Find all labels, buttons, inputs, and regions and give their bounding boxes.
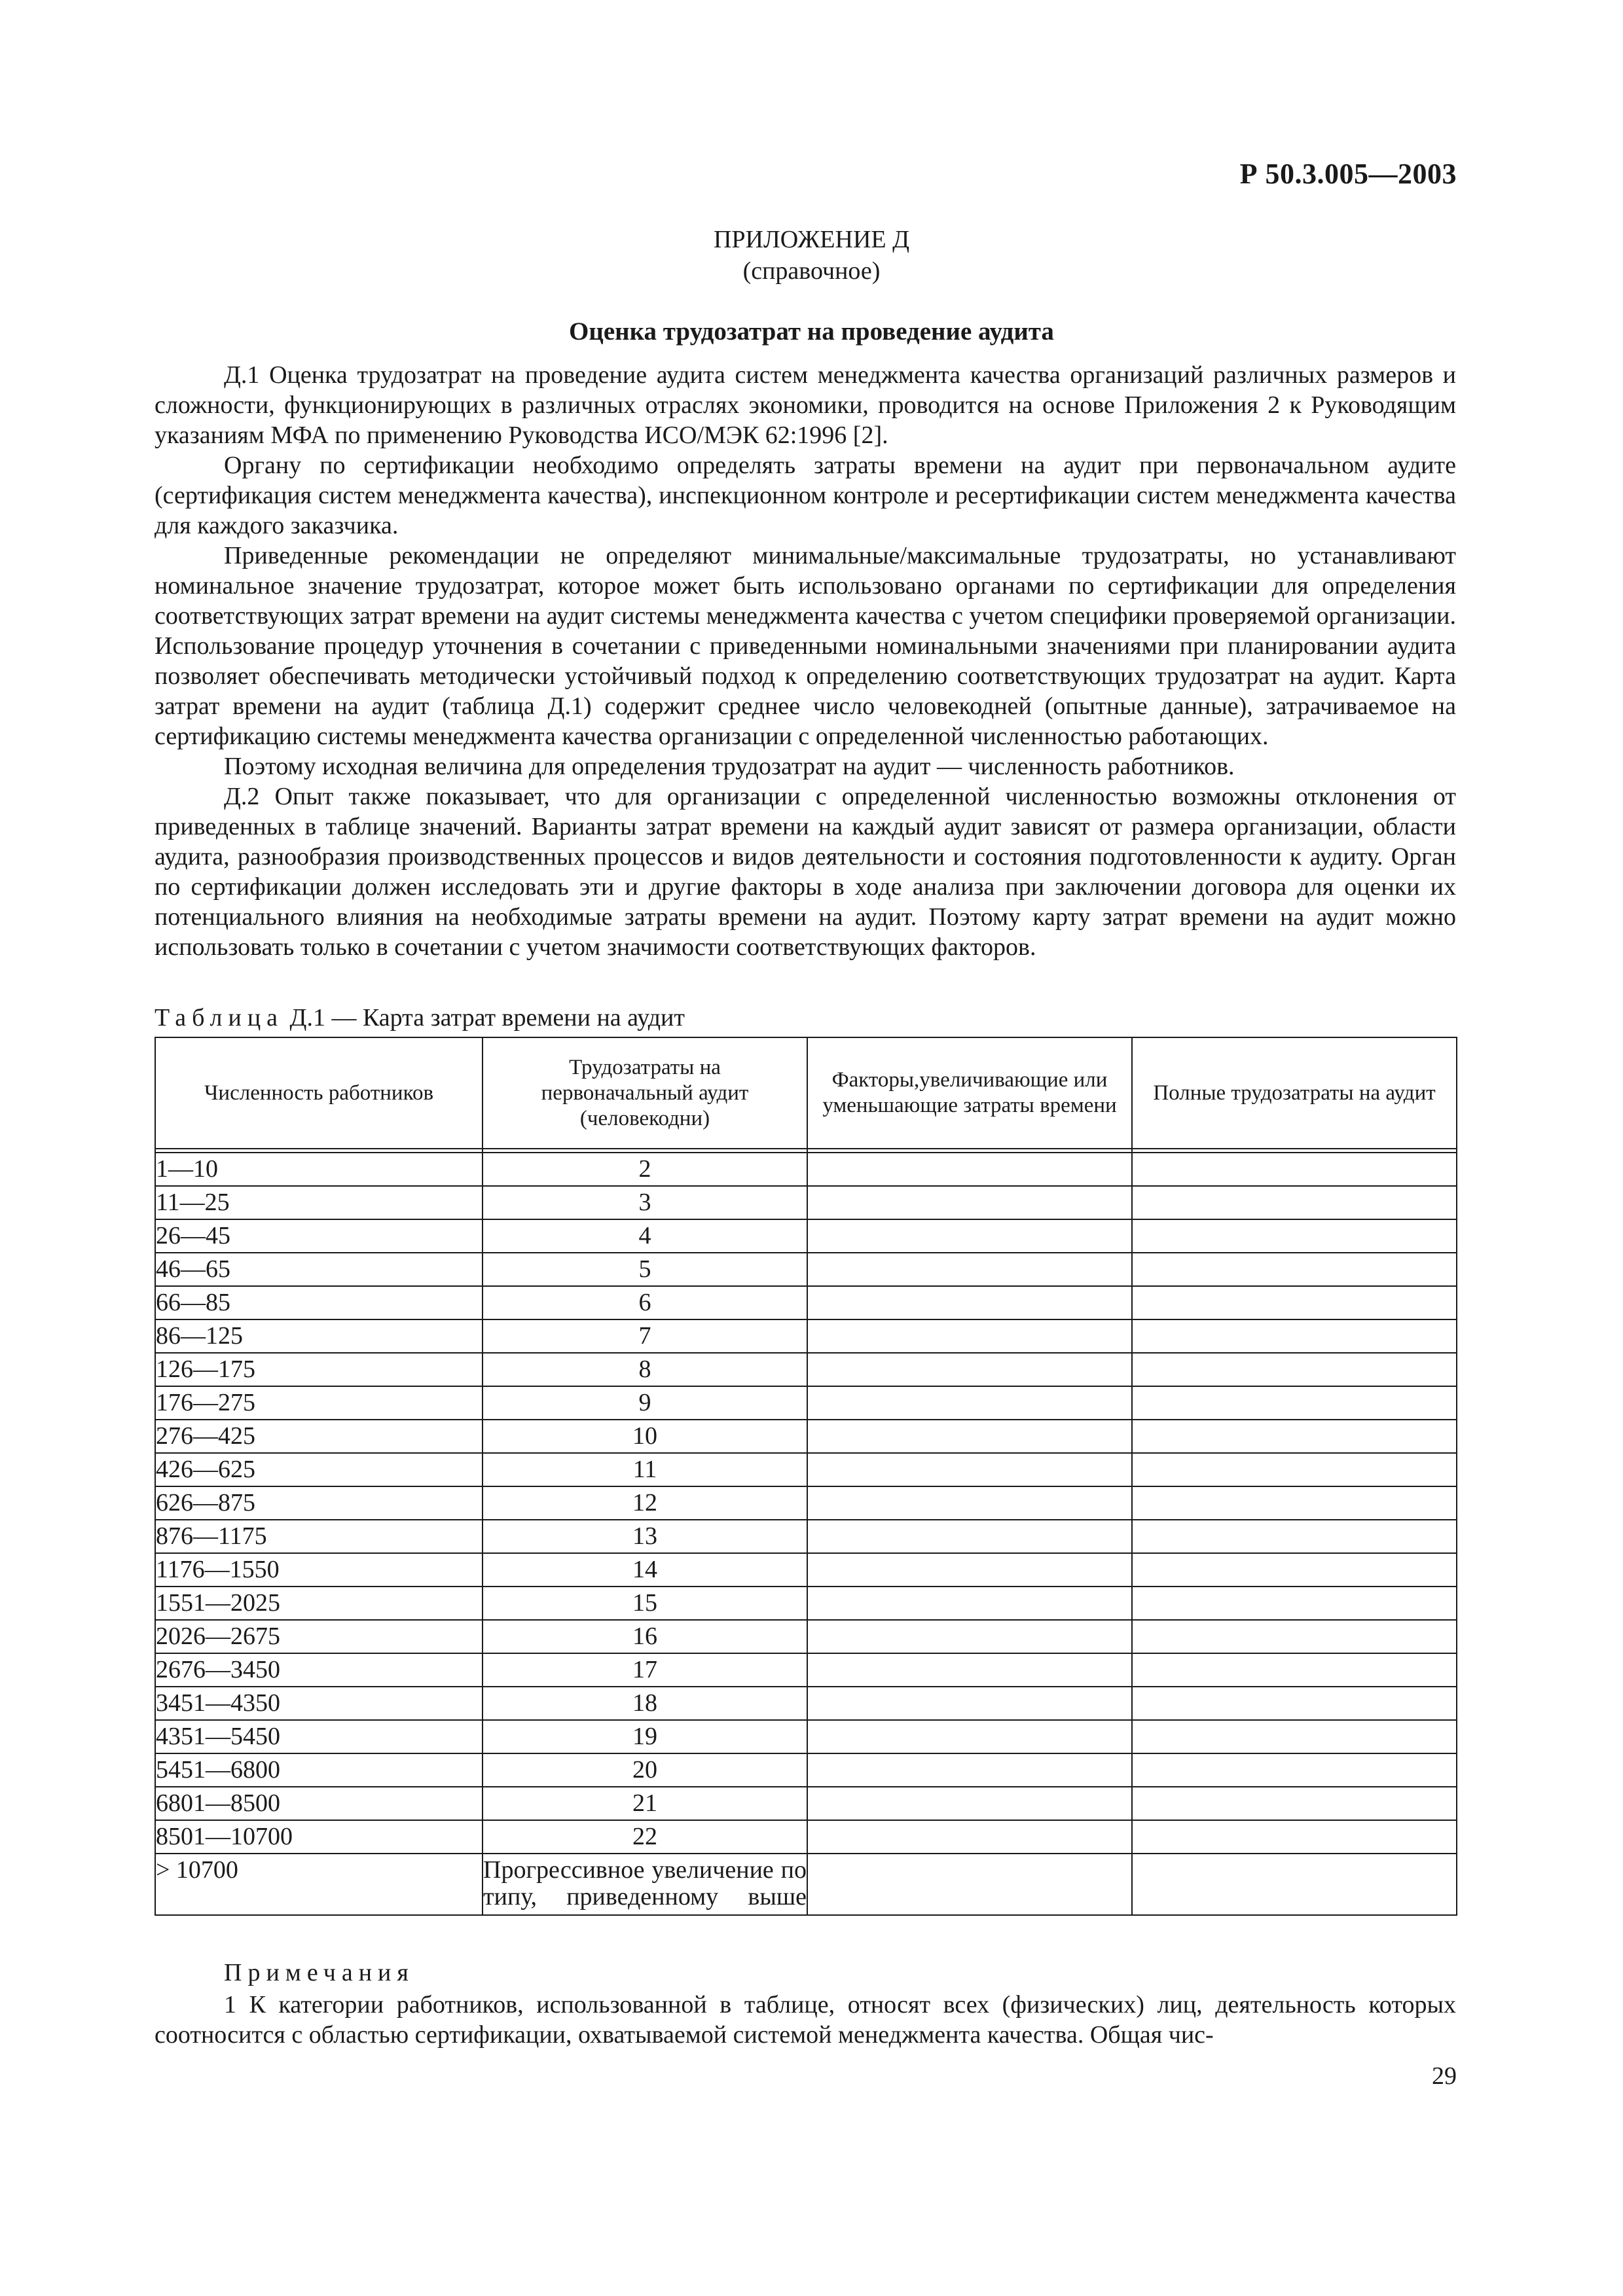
table-caption-word: Таблица <box>155 1004 284 1031</box>
table-row <box>155 1486 1457 1520</box>
audit-days-cell: 18 <box>483 1687 807 1720</box>
audit-days-cell: 22 <box>483 1820 807 1854</box>
table-row <box>155 1219 1457 1253</box>
total-effort-cell <box>1132 1753 1457 1787</box>
table-row <box>155 1520 1457 1553</box>
total-effort-cell <box>1132 1653 1457 1687</box>
audit-days-cell: 6 <box>483 1286 807 1319</box>
audit-days-cell: 12 <box>483 1486 807 1520</box>
audit-days-cell: 5 <box>483 1253 807 1286</box>
audit-days-cell: 13 <box>483 1520 807 1553</box>
audit-days-cell: 15 <box>483 1587 807 1620</box>
factors-cell <box>807 1553 1132 1587</box>
body-text <box>155 360 1456 962</box>
table-header-row <box>155 1037 1457 1149</box>
table-row <box>155 1653 1457 1687</box>
total-effort-cell <box>1132 1787 1457 1820</box>
total-effort-cell <box>1132 1386 1457 1420</box>
total-effort-cell <box>1132 1620 1457 1653</box>
notes-text <box>155 1990 1456 2050</box>
factors-cell <box>807 1753 1132 1787</box>
progressive-increase-cell: Прогрессивное увеличение по типу, приведенному выше <box>483 1854 807 1915</box>
audit-days-cell: 4 <box>483 1219 807 1253</box>
page-number: 29 <box>1432 2062 1457 2090</box>
employee-range-cell: 626—875 <box>155 1486 483 1520</box>
total-effort-cell <box>1132 1186 1457 1219</box>
table-row <box>155 1286 1457 1319</box>
factors-cell <box>807 1453 1132 1486</box>
employee-range-cell: > 10700 <box>155 1854 483 1915</box>
factors-cell <box>807 1787 1132 1820</box>
employee-range-cell: 11—25 <box>155 1186 483 1219</box>
factors-cell <box>807 1520 1132 1553</box>
paragraph-certification-body: Органу по сертификации необходимо определять затраты времени на аудит при первоначальном аудите (сертификация систем менеджмента качества), инспекционном контроле и ресертификации систем менеджмента качества для каждого заказчика. <box>155 452 1456 539</box>
header-adjustment-factors: Факторы,увеличивающие или уменьшающие затраты времени <box>807 1037 1132 1149</box>
audit-days-cell: 20 <box>483 1753 807 1787</box>
total-effort-cell <box>1132 1553 1457 1587</box>
total-effort-cell <box>1132 1486 1457 1520</box>
paragraph-d2: Д.2 Опыт также показывает, что для организации с определенной численностью возможны отклонения от приведенных в таблице значений. Варианты затрат времени на каждый аудит зависят от размера организации, области аудита, разнообразия производственных процессов и видов деятельности и состояния подготовленности к аудиту. Орган по сертификации должен исследовать эти и другие факторы в ходе анализа при заключении договора для оценки их потенциального влияния на необходимые затраты времени на аудит. Поэтому карту затрат времени на аудит можно использовать только в сочетании с учетом значимости соответствующих факторов. <box>155 783 1456 961</box>
appendix-title: ПРИЛОЖЕНИЕ Д <box>713 226 910 253</box>
audit-days-cell: 9 <box>483 1386 807 1420</box>
employee-range-cell: 1176—1550 <box>155 1553 483 1587</box>
audit-days-cell: 21 <box>483 1787 807 1820</box>
total-effort-cell <box>1132 1353 1457 1386</box>
total-effort-cell <box>1132 1420 1457 1453</box>
note-1: 1 К категории работников, использованной в таблице, относят всех (физических) лиц, деятельность которых соотносится с областью сертификации, охватываемой системой менеджмента качества. Общая чис- <box>155 1991 1456 2049</box>
audit-days-cell: 7 <box>483 1319 807 1353</box>
table-row <box>155 1720 1457 1753</box>
employee-range-cell: 3451—4350 <box>155 1687 483 1720</box>
total-effort-cell <box>1132 1453 1457 1486</box>
factors-cell <box>807 1653 1132 1687</box>
document-code: Р 50.3.005—2003 <box>1239 158 1457 190</box>
total-effort-cell <box>1132 1587 1457 1620</box>
factors-cell <box>807 1620 1132 1653</box>
table-row <box>155 1386 1457 1420</box>
audit-days-cell: 17 <box>483 1653 807 1687</box>
appendix-subtitle: (справочное) <box>742 257 881 285</box>
table-row <box>155 1453 1457 1486</box>
paragraph-d1: Д.1 Оценка трудозатрат на проведение аудита систем менеджмента качества организаций различных размеров и сложности, функционирующих в различных отраслях экономики, проводится на основе Приложения 2 к Руководящим указаниям МФА по применению Руководства ИСО/МЭК 62:1996 [2]. <box>155 361 1456 449</box>
factors-cell <box>807 1587 1132 1620</box>
employee-range-cell: 6801—8500 <box>155 1787 483 1820</box>
factors-cell <box>807 1153 1132 1186</box>
employee-range-cell: 426—625 <box>155 1453 483 1486</box>
factors-cell <box>807 1486 1132 1520</box>
audit-time-table <box>155 1037 1457 1916</box>
table-caption <box>155 1003 685 1033</box>
employee-range-cell: 5451—6800 <box>155 1753 483 1787</box>
factors-cell <box>807 1353 1132 1386</box>
table-row <box>155 1587 1457 1620</box>
factors-cell <box>807 1286 1132 1319</box>
employee-range-cell: 46—65 <box>155 1253 483 1286</box>
employee-range-cell: 66—85 <box>155 1286 483 1319</box>
paragraph-initial-value: Поэтому исходная величина для определения трудозатрат на аудит — численность работников. <box>224 753 1235 780</box>
total-effort-cell <box>1132 1286 1457 1319</box>
audit-days-cell: 14 <box>483 1553 807 1587</box>
table-row <box>155 1620 1457 1653</box>
audit-days-cell: 16 <box>483 1620 807 1653</box>
total-effort-cell <box>1132 1520 1457 1553</box>
audit-days-cell: 8 <box>483 1353 807 1386</box>
total-effort-cell <box>1132 1854 1457 1915</box>
employee-range-cell: 2676—3450 <box>155 1653 483 1687</box>
total-effort-cell <box>1132 1253 1457 1286</box>
factors-cell <box>807 1386 1132 1420</box>
table-row <box>155 1186 1457 1219</box>
total-effort-cell <box>1132 1319 1457 1353</box>
factors-cell <box>807 1687 1132 1720</box>
table-caption-text: Д.1 — Карта затрат времени на аудит <box>283 1004 685 1031</box>
table-row <box>155 1753 1457 1787</box>
employee-range-cell: 876—1175 <box>155 1520 483 1553</box>
total-effort-cell <box>1132 1153 1457 1186</box>
employee-range-cell: 86—125 <box>155 1319 483 1353</box>
employee-range-cell: 126—175 <box>155 1353 483 1386</box>
factors-cell <box>807 1253 1132 1286</box>
table-row <box>155 1687 1457 1720</box>
total-effort-cell <box>1132 1720 1457 1753</box>
factors-cell <box>807 1720 1132 1753</box>
table-row <box>155 1820 1457 1854</box>
audit-days-cell: 3 <box>483 1186 807 1219</box>
total-effort-cell <box>1132 1687 1457 1720</box>
factors-cell <box>807 1854 1132 1915</box>
table-row <box>155 1253 1457 1286</box>
table-row <box>155 1787 1457 1820</box>
employee-range-cell: 4351—5450 <box>155 1720 483 1753</box>
notes-heading: Примечания <box>224 1959 414 1986</box>
factors-cell <box>807 1319 1132 1353</box>
audit-days-cell: 19 <box>483 1720 807 1753</box>
employee-range-cell: 1551—2025 <box>155 1587 483 1620</box>
table-row <box>155 1353 1457 1386</box>
table-row <box>155 1319 1457 1353</box>
employee-range-cell: 8501—10700 <box>155 1820 483 1854</box>
employee-range-cell: 176—275 <box>155 1386 483 1420</box>
employee-range-cell: 276—425 <box>155 1420 483 1453</box>
header-initial-audit-days: Трудозатраты на первоначальный аудит (человекодни) <box>483 1037 807 1149</box>
audit-days-cell: 2 <box>483 1153 807 1186</box>
factors-cell <box>807 1420 1132 1453</box>
table-body <box>155 1149 1457 1915</box>
total-effort-cell <box>1132 1820 1457 1854</box>
audit-days-cell: 11 <box>483 1453 807 1486</box>
total-effort-cell <box>1132 1219 1457 1253</box>
table-row <box>155 1420 1457 1453</box>
paragraph-recommendations: Приведенные рекомендации не определяют минимальные/максимальные трудозатраты, но устанавливают номинальное значение трудозатрат, которое может быть использовано органами по сертификации для определения соответствующих затрат времени на аудит системы менеджмента качества с учетом специфики проверяемой организации. Использование процедур уточнения в сочетании с приведенными номинальными значениями при планировании аудита позволяет обеспечивать методически устойчивый подход к определению соответствующих трудозатрат на аудит. Карта затрат времени на аудит (таблица Д.1) содержит среднее число человекодней (опытные данные), затрачиваемое на сертификацию системы менеджмента качества организации с определенной численностью работающих. <box>155 542 1456 750</box>
table-row <box>155 1153 1457 1186</box>
employee-range-cell: 1—10 <box>155 1153 483 1186</box>
table-row <box>155 1553 1457 1587</box>
employee-range-cell: 26—45 <box>155 1219 483 1253</box>
employee-range-cell: 2026—2675 <box>155 1620 483 1653</box>
factors-cell <box>807 1219 1132 1253</box>
factors-cell <box>807 1186 1132 1219</box>
header-employee-count: Численность работников <box>155 1037 483 1149</box>
header-total-audit-effort: Полные трудозатраты на аудит <box>1132 1037 1457 1149</box>
section-title: Оценка трудозатрат на проведение аудита <box>569 317 1054 346</box>
factors-cell <box>807 1820 1132 1854</box>
table-row-over-10700 <box>155 1854 1457 1915</box>
audit-days-cell: 10 <box>483 1420 807 1453</box>
